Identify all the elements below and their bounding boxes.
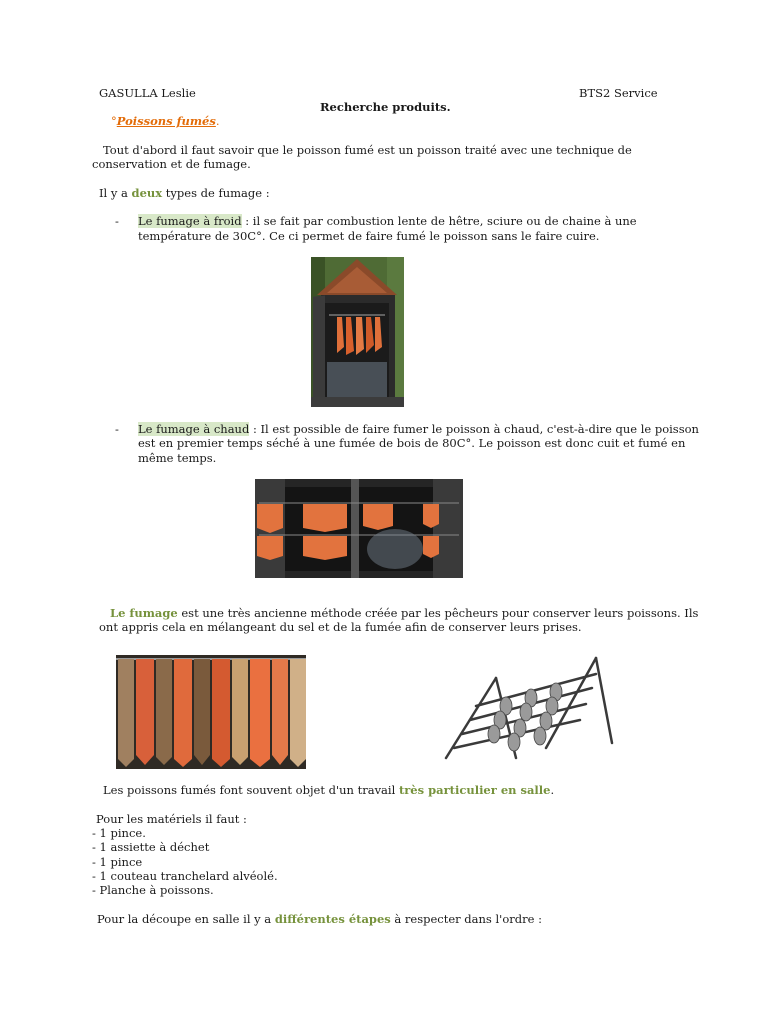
section-title: Poissons fumés xyxy=(116,114,216,128)
work-sentence xyxy=(103,783,554,798)
work-prefix: Les poissons fumés font souvent objet d'un travail xyxy=(103,783,399,797)
materials-item: - 1 pince. xyxy=(92,826,146,840)
steps-sentence xyxy=(97,912,542,927)
author-name: GASULLA Leslie xyxy=(99,86,196,100)
class-name: BTS2 Service xyxy=(579,86,658,100)
steps-emphasis: différentes étapes xyxy=(274,912,391,926)
materials-item: - Planche à poissons. xyxy=(92,883,214,897)
section-heading xyxy=(111,114,220,129)
hanging-salmon-photo xyxy=(116,655,306,769)
steps-prefix: Pour la découpe en salle il y a xyxy=(97,912,275,926)
intro-line-2: conservation et de fumage. xyxy=(92,157,251,171)
cold-line-1 xyxy=(138,214,637,229)
types-emphasis: deux xyxy=(131,186,163,200)
materials-item: - 1 couteau tranchelard alvéolé. xyxy=(92,869,278,883)
types-suffix: types de fumage : xyxy=(162,186,270,200)
materials-item: - 1 pince xyxy=(92,855,143,869)
materials-item: - 1 assiette à déchet xyxy=(92,840,210,854)
steps-suffix: à respecter dans l'ordre : xyxy=(390,912,542,926)
hot-line-1 xyxy=(138,422,699,437)
hot-smoker-photo xyxy=(255,479,463,578)
cold-text-1: : il se fait par combustion lente de hêtre, sciure ou de chaine à une xyxy=(241,214,637,228)
history-emphasis: Le fumage xyxy=(110,606,178,620)
cold-line-2: température de 30C°. Ce ci permet de faire fumé le poisson sans le faire cuire. xyxy=(138,229,600,243)
section-bullet: ° xyxy=(111,114,117,128)
history-line-1 xyxy=(110,606,698,621)
hot-dash: - xyxy=(115,422,119,436)
cold-dash: - xyxy=(115,214,119,228)
section-dot: . xyxy=(215,114,220,128)
hot-line-2: est en premier temps séché à une fumée de bois de 80C°. Le poisson est donc cuit et fumé en xyxy=(138,436,686,450)
page-title: Recherche produits. xyxy=(320,100,451,114)
drying-rack-sketch xyxy=(436,648,622,770)
work-suffix: . xyxy=(550,783,555,797)
hot-term: Le fumage à chaud xyxy=(138,422,250,436)
history-text-1: est une très ancienne méthode créée par les pêcheurs pour conserver leurs poissons. Ils xyxy=(177,606,699,620)
smokehouse-photo xyxy=(311,257,404,407)
cold-term: Le fumage à froid xyxy=(138,214,242,228)
types-sentence xyxy=(99,186,270,201)
hot-text-1: : Il est possible de faire fumer le poisson à chaud, c'est-à-dire que le poisson xyxy=(249,422,699,436)
work-emphasis: très particulier en salle xyxy=(398,783,551,797)
history-line-2: ont appris cela en mélangeant du sel et de la fumée afin de conserver leurs prises. xyxy=(99,620,582,634)
materials-intro: Pour les matériels il faut : xyxy=(96,812,247,826)
intro-line-1: Tout d'abord il faut savoir que le poisson fumé est un poisson traité avec une technique de xyxy=(103,143,632,157)
hot-line-3: même temps. xyxy=(138,451,217,465)
types-prefix: Il y a xyxy=(99,186,132,200)
